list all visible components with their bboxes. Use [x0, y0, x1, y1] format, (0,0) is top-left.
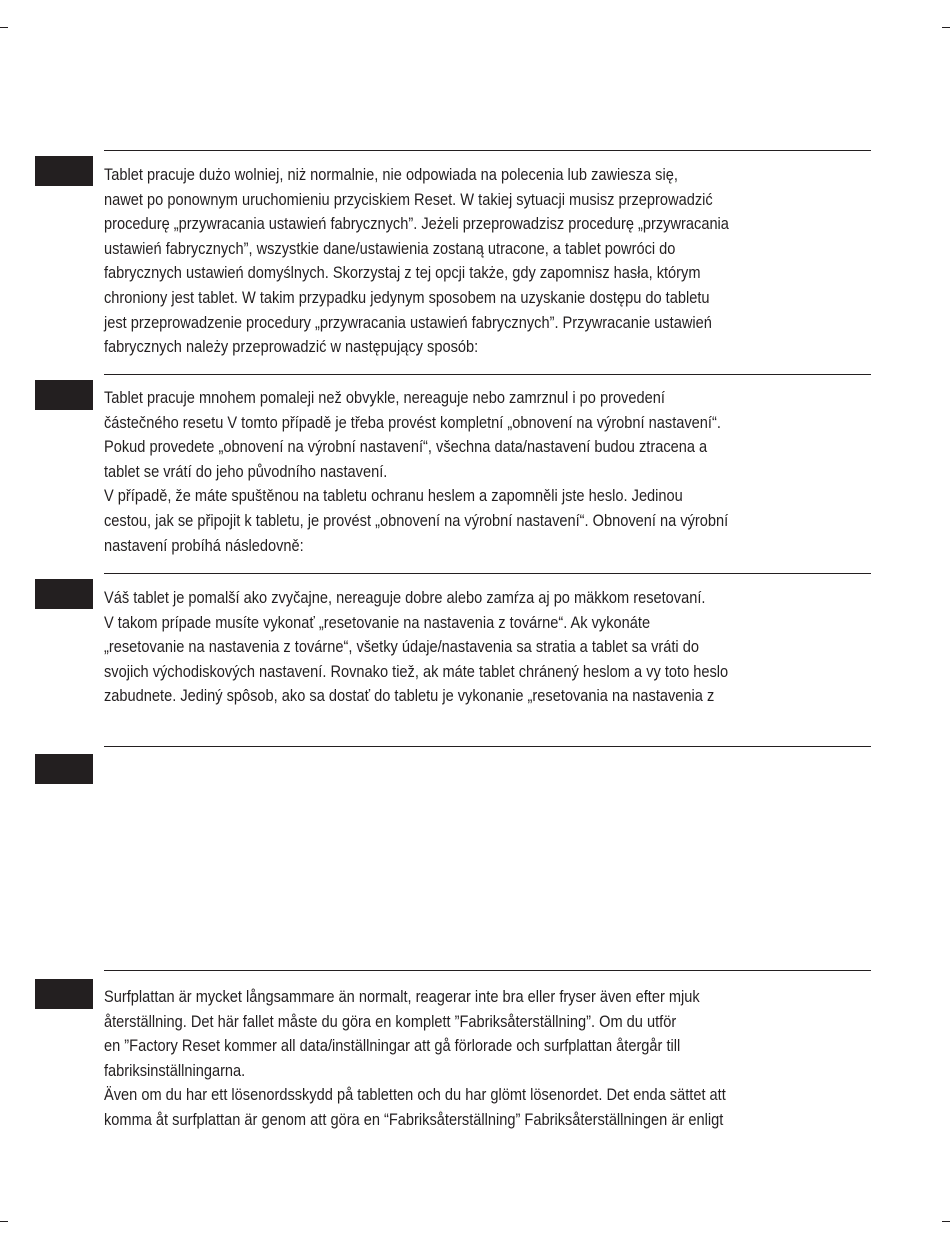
text-line: „resetovanie na nastavenia z továrne“, všetky údaje/nastavenia sa stratia a tablet sa vráti do	[104, 637, 699, 657]
text-line: jest przeprowadzenie procedury „przywracania ustawień fabrycznych”. Przywracanie ustawień	[104, 312, 712, 332]
text-line: Tablet pracuje dużo wolniej, niż normalnie, nie odpowiada na polecenia lub zawiesza się,	[104, 165, 678, 184]
language-tab-sv	[35, 979, 93, 1009]
text-line: återställning. Det här fallet måste du göra en komplett ”Fabriksåterställning”. Om du utför	[104, 1011, 677, 1031]
language-tab-empty	[35, 754, 93, 784]
language-tab-cs	[35, 380, 93, 410]
section-divider-empty	[104, 746, 871, 747]
text-line: procedurę „przywracania ustawień fabrycznych”. Jeżeli przeprowadzisz procedurę „przywracania	[104, 214, 729, 234]
text-line: tablet se vrátí do jeho původního nastavení.	[104, 461, 388, 481]
text-line: zabudnete. Jediný spôsob, ako sa dostať do tabletu je vykonanie „resetovania na nastavenia z	[104, 686, 715, 706]
text-line: V takom prípade musíte vykonať „resetovanie na nastavenia z továrne“. Ak vykonáte	[104, 612, 651, 632]
text-line: nastavení probíhá následovně:	[104, 535, 304, 555]
text-line: V případě, že máte spuštěnou na tabletu ochranu heslem a zapomněli jste heslo. Jedinou	[104, 486, 683, 506]
text-line: fabrycznych należy przeprowadzić w następujący sposób:	[104, 337, 479, 357]
text-line: Váš tablet je pomalší ako zvyčajne, nereaguje dobre alebo zamŕza aj po mäkkom resetovaní.	[104, 588, 706, 607]
text-line: svojich východiskových nastavení. Rovnako tiež, ak máte tablet chránený heslom a vy toto heslo	[104, 661, 729, 681]
text-line: Pokud provedete „obnovení na výrobní nastavení“, všechna data/nastavení budou ztracena a	[104, 437, 708, 457]
crop-mark-top-left	[0, 27, 8, 28]
text-line: částečného resetu V tomto případě je třeba provést kompletní „obnovení na výrobní nastavení“.	[104, 412, 721, 432]
text-line: Även om du har ett lösenordsskydd på tabletten och du har glömt lösenordet. Det enda sättet att	[104, 1085, 726, 1105]
text-line: chroniony jest tablet. W takim przypadku jedynym sposobem na uzyskanie dostępu do tabletu	[104, 287, 710, 307]
text-line: fabriksinställningarna.	[104, 1060, 246, 1080]
paragraph-cs	[104, 386, 782, 558]
section-divider-sk	[104, 573, 871, 574]
text-line: ustawień fabrycznych”, wszystkie dane/ustawienia zostaną utracone, a tablet powróci do	[104, 238, 676, 258]
text-line: en ”Factory Reset kommer all data/inställningar att gå förlorade och surfplattan återgår till	[104, 1036, 681, 1056]
section-divider-sv	[104, 970, 871, 971]
section-divider-cs	[104, 374, 871, 375]
language-tab-sk	[35, 579, 93, 609]
text-line: Surfplattan är mycket långsammare än normalt, reagerar inte bra eller fryser även efter mjuk	[104, 987, 700, 1006]
language-tab-pl	[35, 156, 93, 186]
paragraph-sv	[104, 985, 782, 1133]
crop-mark-top-right	[942, 27, 950, 28]
paragraph-pl	[104, 163, 782, 360]
paragraph-sk	[104, 586, 782, 709]
text-line: fabrycznych ustawień domyślnych. Skorzystaj z tej opcji także, gdy zapomnisz hasła, którym	[104, 263, 701, 283]
section-divider-pl	[104, 150, 871, 151]
crop-mark-bottom-right	[942, 1221, 950, 1222]
text-line: nawet po ponownym uruchomieniu przyciskiem Reset. W takiej sytuacji musisz przeprowadzić	[104, 189, 713, 209]
text-line: Tablet pracuje mnohem pomaleji než obvykle, nereaguje nebo zamrznul i po provedení	[104, 388, 665, 407]
crop-mark-bottom-left	[0, 1221, 8, 1222]
text-line: komma åt surfplattan är genom att göra en “Fabriksåterställning” Fabriksåterställningen är enligt	[104, 1109, 724, 1129]
text-line: cestou, jak se připojit k tabletu, je provést „obnovení na výrobní nastavení“. Obnovení na výrobní	[104, 510, 729, 530]
